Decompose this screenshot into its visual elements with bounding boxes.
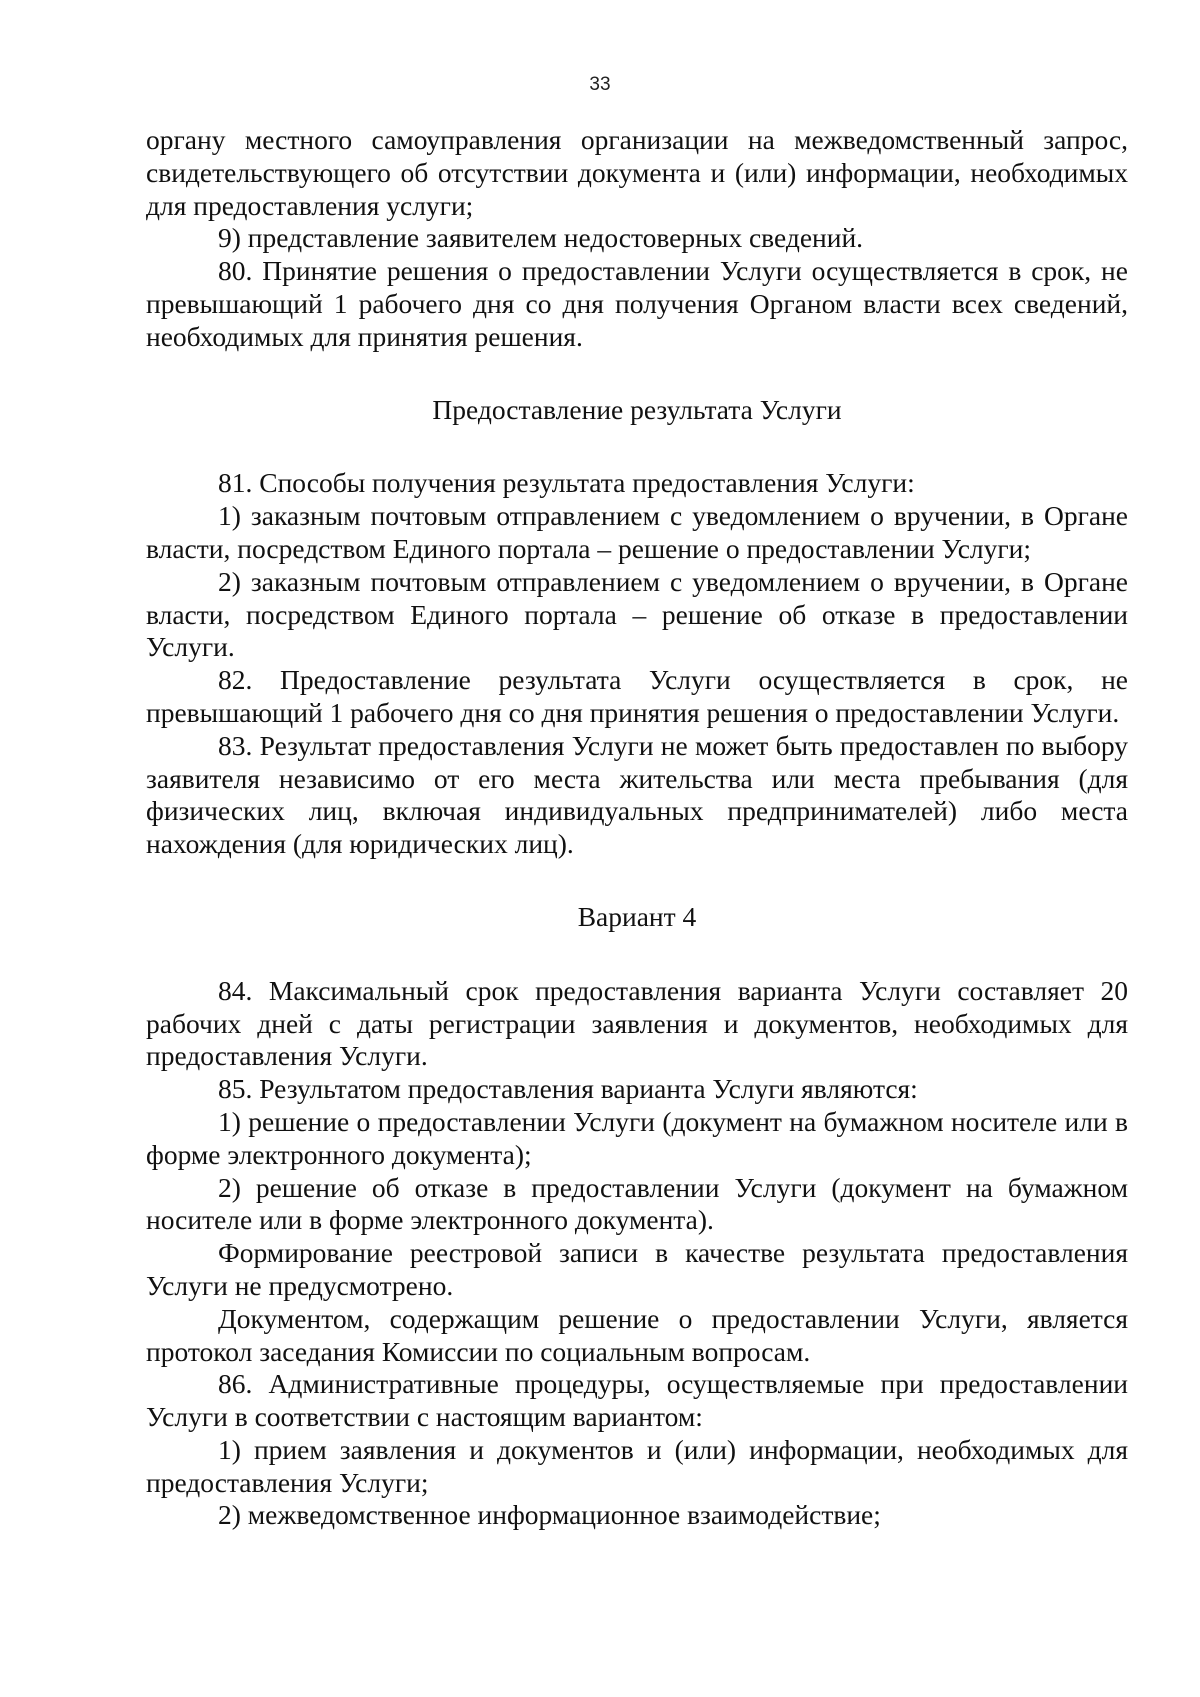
- paragraph: 83. Результат предоставления Услуги не может быть предоставлен по выбору заявителя независимо от его места жительства или места пребывания (для физических лиц, включая индивидуальных предпринимателей) либо места нахождения (для юридических лиц).: [146, 729, 1128, 860]
- section-heading-result: Предоставление результата Услуги: [432, 393, 842, 425]
- paragraph: 2) межведомственное информационное взаимодействие;: [218, 1499, 881, 1531]
- paragraph: 85. Результатом предоставления варианта Услуги являются:: [218, 1073, 918, 1105]
- paragraph: 84. Максимальный срок предоставления варианта Услуги составляет 20 рабочих дней с даты регистрации заявления и документов, необходимых для предоставления Услуги.: [146, 974, 1128, 1072]
- paragraph: 86. Административные процедуры, осуществляемые при предоставлении Услуги в соответствии с настоящим вариантом:: [146, 1368, 1128, 1433]
- paragraph: 9) представление заявителем недостоверных сведений.: [218, 222, 864, 254]
- paragraph: 80. Принятие решения о предоставлении Услуги осуществляется в срок, не превышающий 1 рабочего дня со дня получения Органом власти всех сведений, необходимых для принятия решения.: [146, 255, 1128, 352]
- paragraph: 1) прием заявления и документов и (или) информации, необходимых для предоставления Услуги;: [146, 1433, 1128, 1498]
- page-number: 33: [589, 74, 611, 95]
- paragraph: 2) решение об отказе в предоставлении Услуги (документ на бумажном носителе или в форме электронного документа).: [146, 1171, 1128, 1236]
- paragraph: 1) решение о предоставлении Услуги (документ на бумажном носителе или в форме электронного документа);: [146, 1105, 1128, 1170]
- paragraph: Документом, содержащим решение о предоставлении Услуги, является протокол заседания Комиссии по социальным вопросам.: [146, 1302, 1128, 1367]
- paragraph: 1) заказным почтовым отправлением с уведомлением о вручении, в Органе власти, посредством Единого портала – решение о предоставлении Услуги;: [146, 500, 1128, 564]
- paragraph: 2) заказным почтовым отправлением с уведомлением о вручении, в Органе власти, посредством Единого портала – решение об отказе в предоставлении Услуги.: [146, 565, 1128, 663]
- paragraph: Формирование реестровой записи в качестве результата предоставления Услуги не предусмотрено.: [146, 1237, 1128, 1301]
- section-heading-variant: Вариант 4: [577, 900, 697, 932]
- paragraph: 81. Способы получения результата предоставления Услуги:: [218, 467, 915, 499]
- document-body: [146, 124, 1128, 1532]
- paragraph: органу местного самоуправления организации на межведомственный запрос, свидетельствующего об отсутствии документа и (или) информации, необходимых для предоставления услуги;: [146, 124, 1128, 221]
- paragraph: 82. Предоставление результата Услуги осуществляется в срок, не превышающий 1 рабочего дня со дня принятия решения о предоставлении Услуги.: [146, 664, 1128, 728]
